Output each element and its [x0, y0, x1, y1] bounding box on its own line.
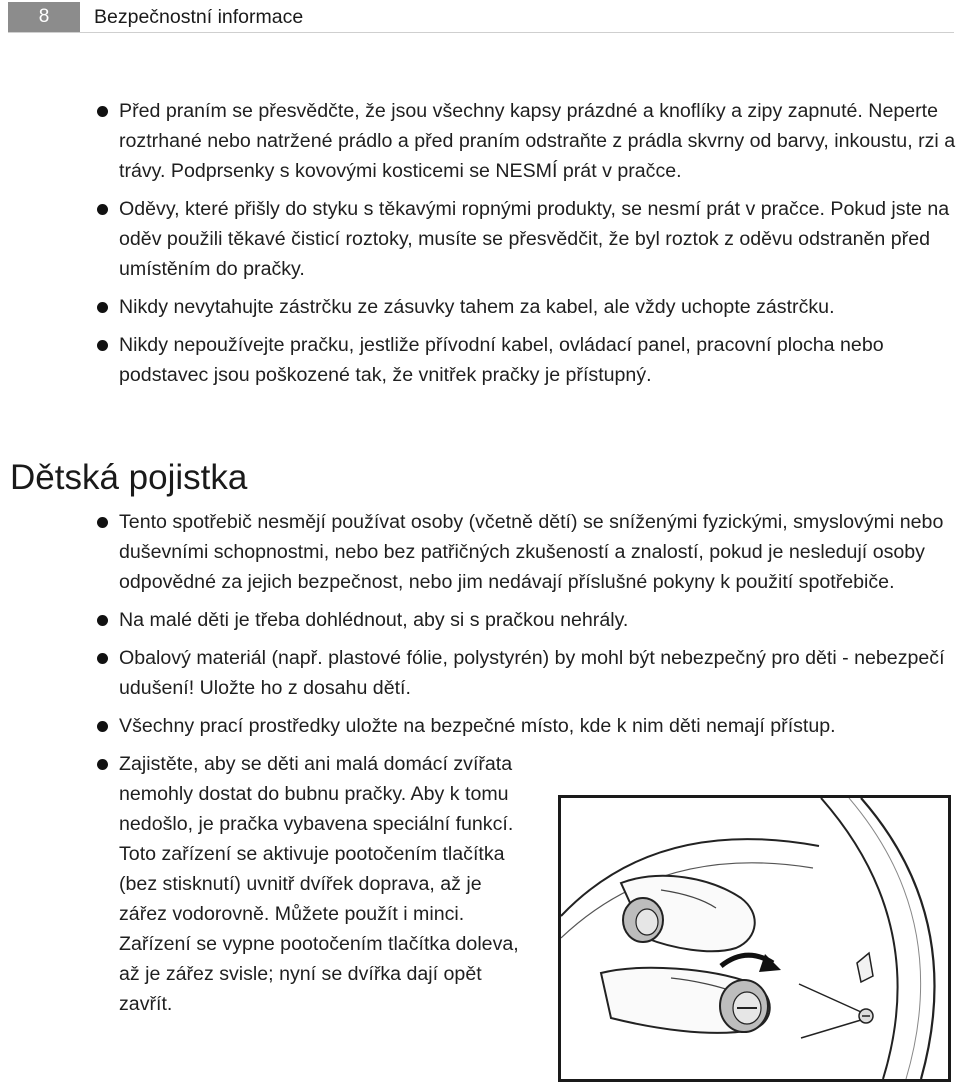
bullet-icon [97, 653, 108, 664]
safety-list [0, 96, 960, 390]
bullet-icon [97, 615, 108, 626]
item-text: Nikdy nevytahujte zástrčku ze zásuvky tahem za kabel, ale vždy uchopte zástrčku. [119, 296, 835, 318]
list-item [0, 96, 960, 186]
header-title: Bezpečnostní informace [94, 6, 304, 28]
item-text: Tento spotřebič nesmějí používat osoby (včetně dětí) se sníženými fyzickými, smyslovými nebo duševními schopnostmi, nebo bez patřičných zkušeností a znalostí, pokud je nesledují osoby odpovědné za jejich bezpečnost, nebo jim nedávají příslušné pokyny k použití spotřebiče. [119, 511, 944, 593]
item-text: Obalový materiál (např. plastové fólie, polystyrén) by mohl být nebezpečný pro děti - nebezpečí udušení! Uložte ho z dosahu dětí. [119, 647, 945, 699]
bullet-icon [97, 204, 108, 215]
list-item [0, 507, 960, 597]
bullet-icon [97, 721, 108, 732]
page-number: 8 [8, 2, 80, 32]
item-text: Před praním se přesvědčte, že jsou všechny kapsy prázdné a knoflíky a zipy zapnuté. Neperte roztrhané nebo natržené prádlo a před praním odstraňte z prádla skvrny od barvy, inkoustu, rzi a trávy. Podprsenky s kovovými kosticemi se NESMÍ prát v pračce. [119, 100, 956, 182]
section-title: Dětská pojistka [10, 458, 248, 497]
bullet-icon [97, 517, 108, 528]
child-lock-illustration [558, 795, 951, 1082]
list-item [0, 292, 960, 322]
list-item [0, 643, 960, 703]
item-text: Na malé děti je třeba dohlédnout, aby si s pračkou nehrály. [119, 609, 629, 631]
list-item [0, 194, 960, 284]
washer-door-drawing [561, 798, 948, 1079]
list-item [0, 330, 960, 390]
list-item [0, 711, 960, 741]
bullet-icon [97, 340, 108, 351]
bullet-icon [97, 759, 108, 770]
item-text: Oděvy, které přišly do styku s těkavými ropnými produkty, se nesmí prát v pračce. Pokud jste na oděv použili těkavé čisticí roztoky, musíte se přesvědčit, že byl roztok z oděvu odstraněn před umístěním do pračky. [119, 198, 950, 280]
bullet-icon [97, 302, 108, 313]
page-header [8, 2, 954, 33]
bullet-icon [97, 106, 108, 117]
item-text: Všechny prací prostředky uložte na bezpečné místo, kde k nim děti nemají přístup. [119, 715, 836, 737]
list-item [0, 605, 960, 635]
item-text: Zajistěte, aby se děti ani malá domácí zvířata nemohly dostat do bubnu pračky. Aby k tomu nedošlo, je pračka vybavena speciální funkcí. Toto zařízení se aktivuje pootočením tlačítka (bez stisknutí) uvnitř dvířek doprava, až je zářez vodorovně. Můžete použít i minci. Zařízení se vypne pootočením tlačítka doleva, až je zářez svisle; nyní se dvířka dají opět zavřít. [119, 753, 519, 1015]
item-text: Nikdy nepoužívejte pračku, jestliže přívodní kabel, ovládací panel, pracovní plocha nebo podstavec jsou poškozené tak, že vnitřek pračky je přístupný. [119, 334, 884, 386]
